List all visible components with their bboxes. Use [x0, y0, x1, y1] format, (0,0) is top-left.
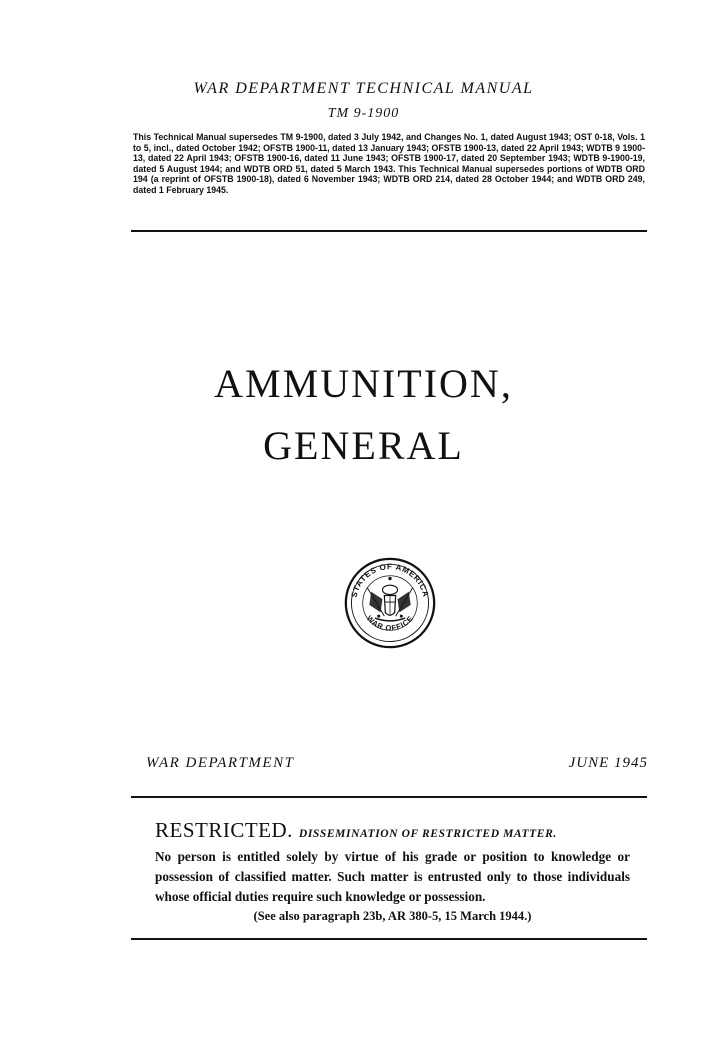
restricted-notice: [155, 818, 630, 924]
top-divider: [131, 230, 647, 232]
main-title-line-2: GENERAL: [263, 423, 464, 468]
bottom-divider: [131, 938, 647, 940]
war-department-seal-icon: [343, 556, 437, 650]
manual-number: TM 9-1900: [327, 106, 400, 121]
middle-divider: [131, 796, 647, 798]
restricted-reference-note: (See also paragraph 23b, AR 380-5, 15 March 1944.): [253, 909, 532, 923]
svg-text:WAR OFFICE: [365, 614, 415, 633]
main-title-line-1: AMMUNITION,: [214, 361, 513, 406]
seal-bottom-text: WAR OFFICE: [364, 613, 416, 633]
seal-top-text: STATES OF AMERICA: [349, 562, 431, 599]
supersedes-note: This Technical Manual supersedes TM 9-1900, dated 3 July 1942, and Changes No. 1, dated August 1943; OST 0-18, Vols. 1 to 5, incl., dated October 1942; OFSTB 1900-11, dated 13 January 1943; OFSTB 1900-13, dated 22 April 1943; WDTB 9 1900-13, dated 22 April 1943; OFSTB 1900-16, dated 11 June 1943; OFSTB 1900-17, dated 20 September 1943; WDTB 9-1900-19, dated 5 August 1944; and WDTB ORD 51, dated 5 March 1943. This Technical Manual supersedes portions of WDTB ORD 194 (a reprint of OFSTB 1900-18), dated 6 November 1943; WDTB ORD 214, dated 28 October 1944; and WDTB ORD 249, dated 1 February 1945.: [133, 132, 645, 195]
restricted-subheading: DISSEMINATION OF RESTRICTED MATTER.: [298, 828, 557, 840]
restricted-heading: RESTRICTED.: [155, 818, 293, 842]
issuing-department: WAR DEPARTMENT: [146, 755, 295, 771]
issue-date: JUNE 1945: [568, 755, 648, 771]
restricted-header: [155, 818, 630, 843]
restricted-body-text: No person is entitled solely by virtue of his grade or position to knowledge or possession of classified matter. Such matter is entrusted only to those individuals whose official duties require such knowledge or possession.: [155, 849, 630, 904]
manual-series-title: WAR DEPARTMENT TECHNICAL MANUAL: [193, 80, 534, 97]
